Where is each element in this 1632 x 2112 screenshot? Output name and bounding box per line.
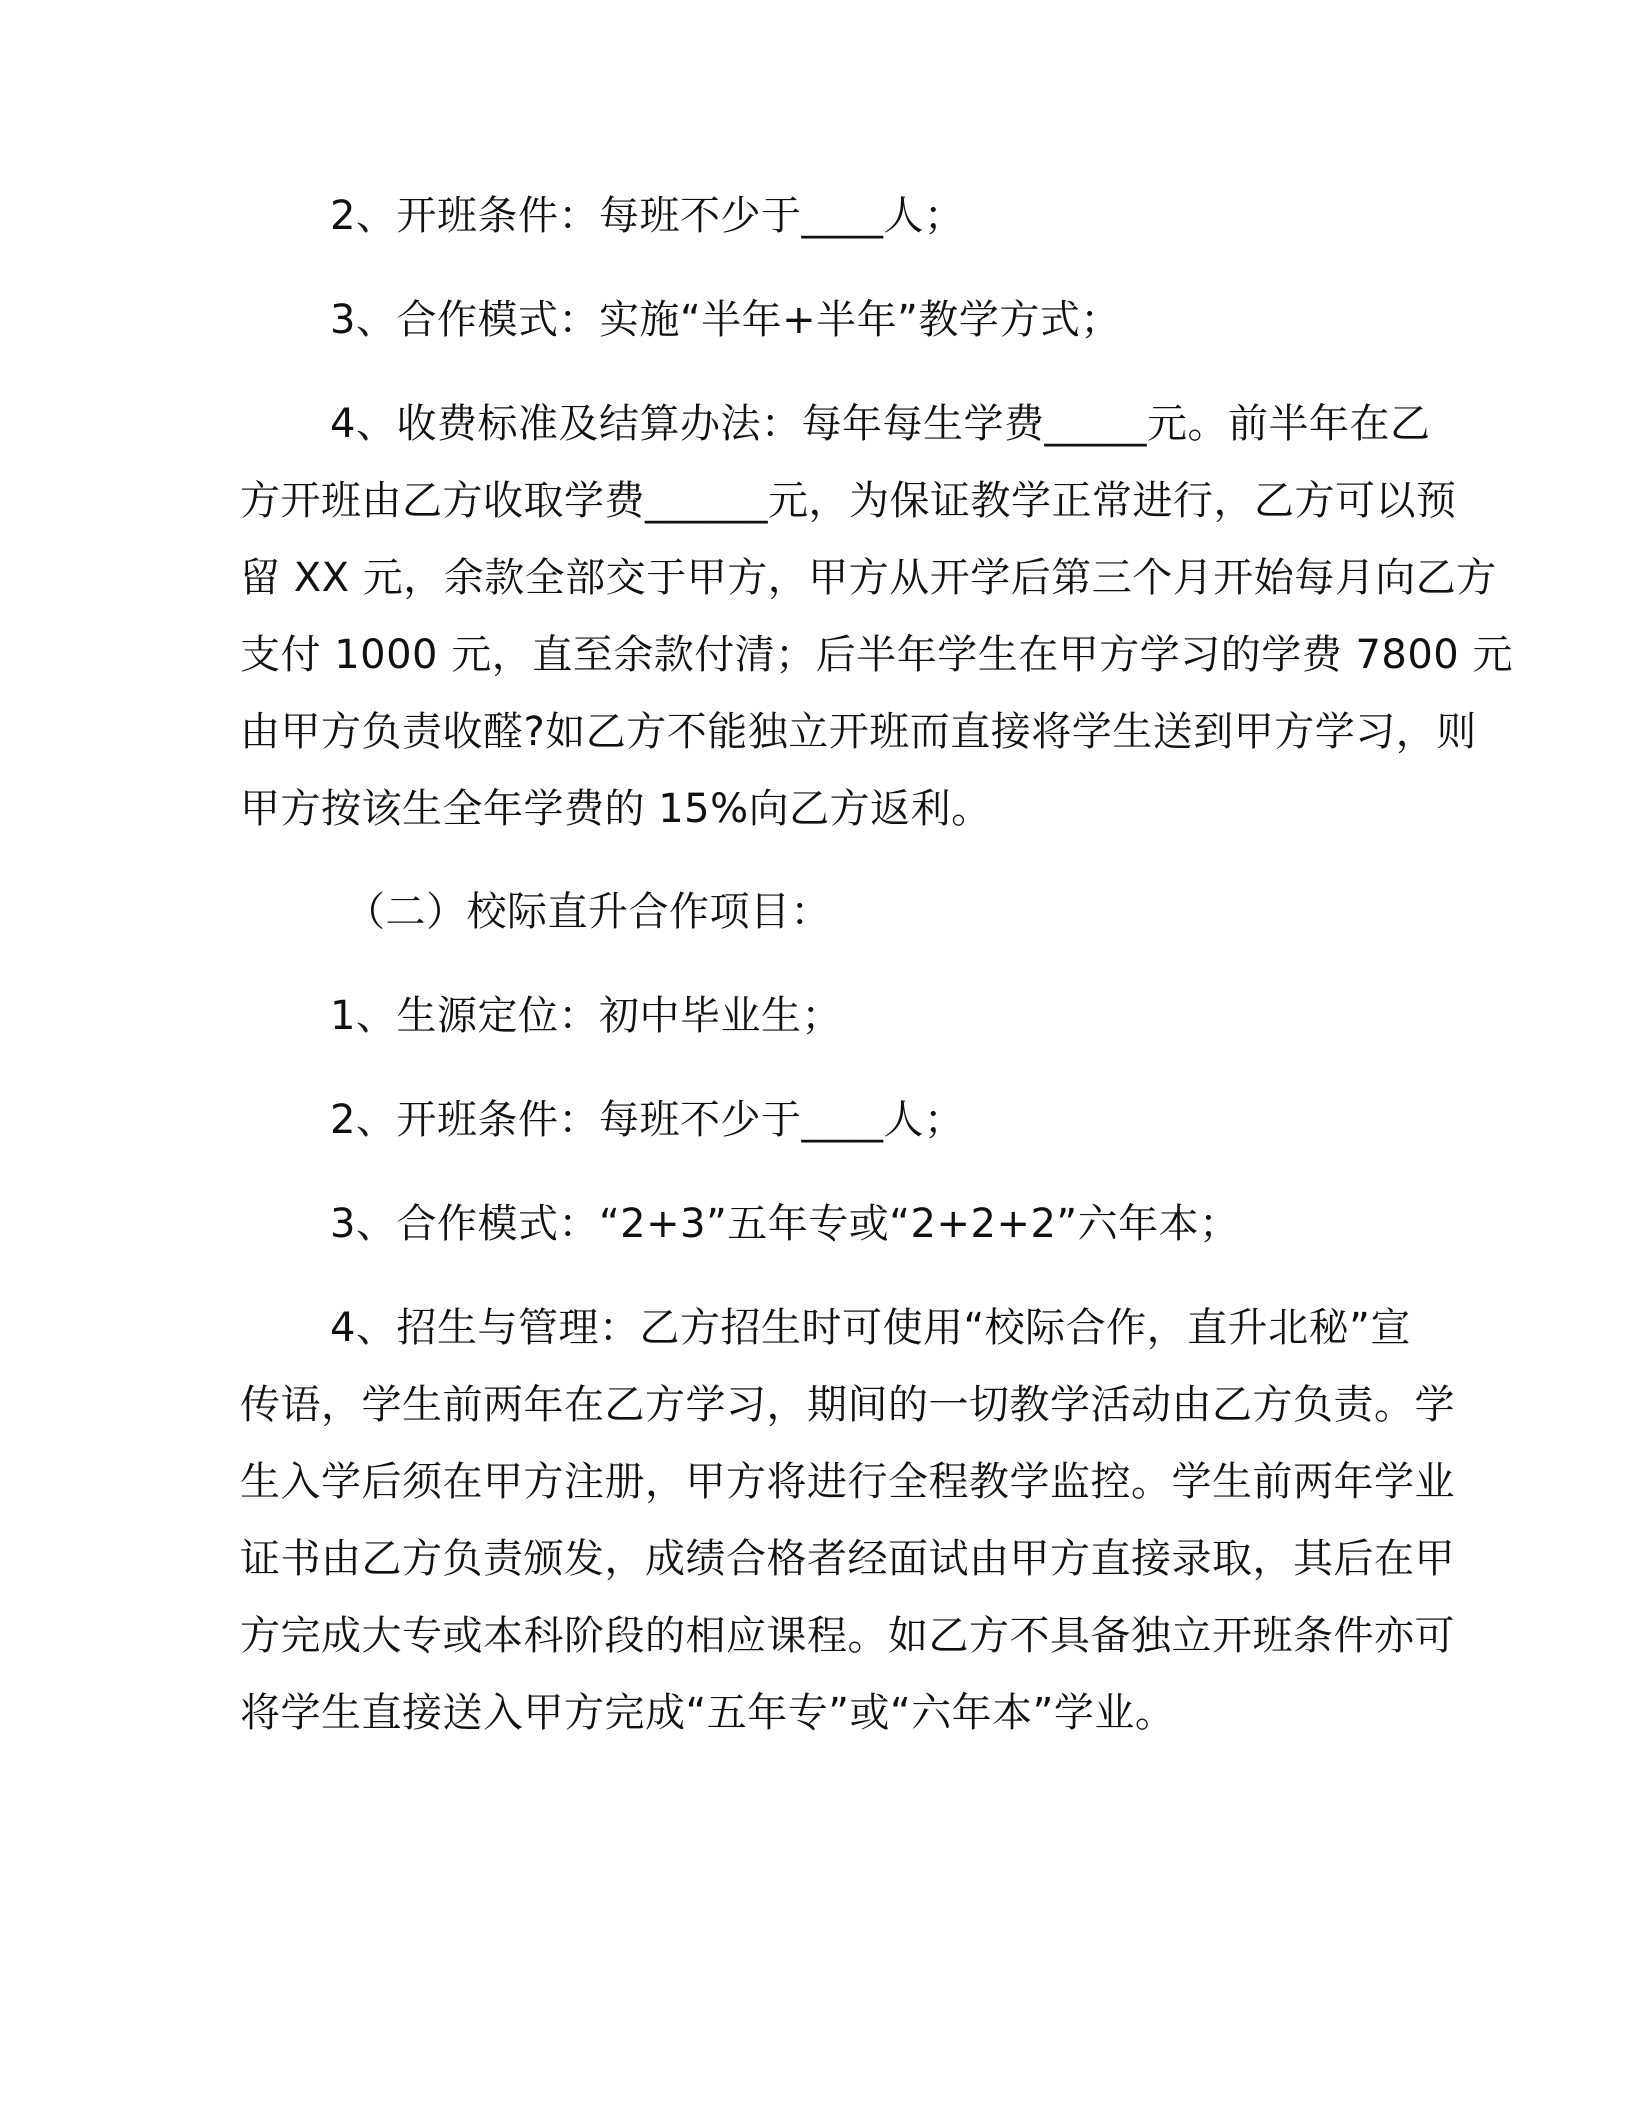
class-condition-item: 2、开班条件：每班不少于____人； <box>330 1097 965 1143</box>
fee-standard-item-line-4: 支付 1000 元，直至余款付清；后半年学生在甲方学习的学费 7800 元 <box>240 632 1513 678</box>
section-heading: （二）校际直升合作项目： <box>345 889 831 935</box>
fee-standard-item-line-5: 由甲方负责收醛?如乙方不能独立开班而直接将学生送到甲方学习，则 <box>240 709 1477 755</box>
enrollment-management-item-line-2: 传语，学生前两年在乙方学习，期间的一切教学活动由乙方负责。学 <box>240 1382 1455 1428</box>
fee-standard-item-line-2: 方开班由乙方收取学费______元，为保证教学正常进行，乙方可以预 <box>240 478 1457 524</box>
enrollment-management-item-line-4: 证书由乙方负责颁发，成绩合格者经面试由甲方直接录取，其后在甲 <box>240 1536 1455 1582</box>
fee-standard-item-line-3: 留 XX 元，余款全部交于甲方，甲方从开学后第三个月开始每月向乙方 <box>240 555 1497 601</box>
fee-standard-item-line-1: 4、收费标准及结算办法：每年每生学费_____元。前半年在乙 <box>330 401 1431 447</box>
cooperation-mode-item: 3、合作模式：“2+3”五年专或“2+2+2”六年本； <box>330 1201 1240 1247</box>
enrollment-management-item-line-5: 方完成大专或本科阶段的相应课程。如乙方不具备独立开班条件亦可 <box>240 1613 1455 1659</box>
enrollment-management-item-line-3: 生入学后须在甲方注册，甲方将进行全程教学监控。学生前两年学业 <box>240 1459 1455 1505</box>
enrollment-management-item-line-1: 4、招生与管理：乙方招生时可使用“校际合作，直升北秘”宣 <box>330 1305 1411 1351</box>
class-condition-item: 2、开班条件：每班不少于____人； <box>330 193 965 239</box>
student-source-item: 1、生源定位：初中毕业生； <box>330 993 842 1039</box>
fee-standard-item-line-6: 甲方按该生全年学费的 15%向乙方返利。 <box>240 786 992 832</box>
cooperation-mode-item: 3、合作模式：实施“半年+半年”教学方式； <box>330 297 1121 343</box>
enrollment-management-item-line-6: 将学生直接送入甲方完成“五年专”或“六年本”学业。 <box>240 1690 1176 1736</box>
